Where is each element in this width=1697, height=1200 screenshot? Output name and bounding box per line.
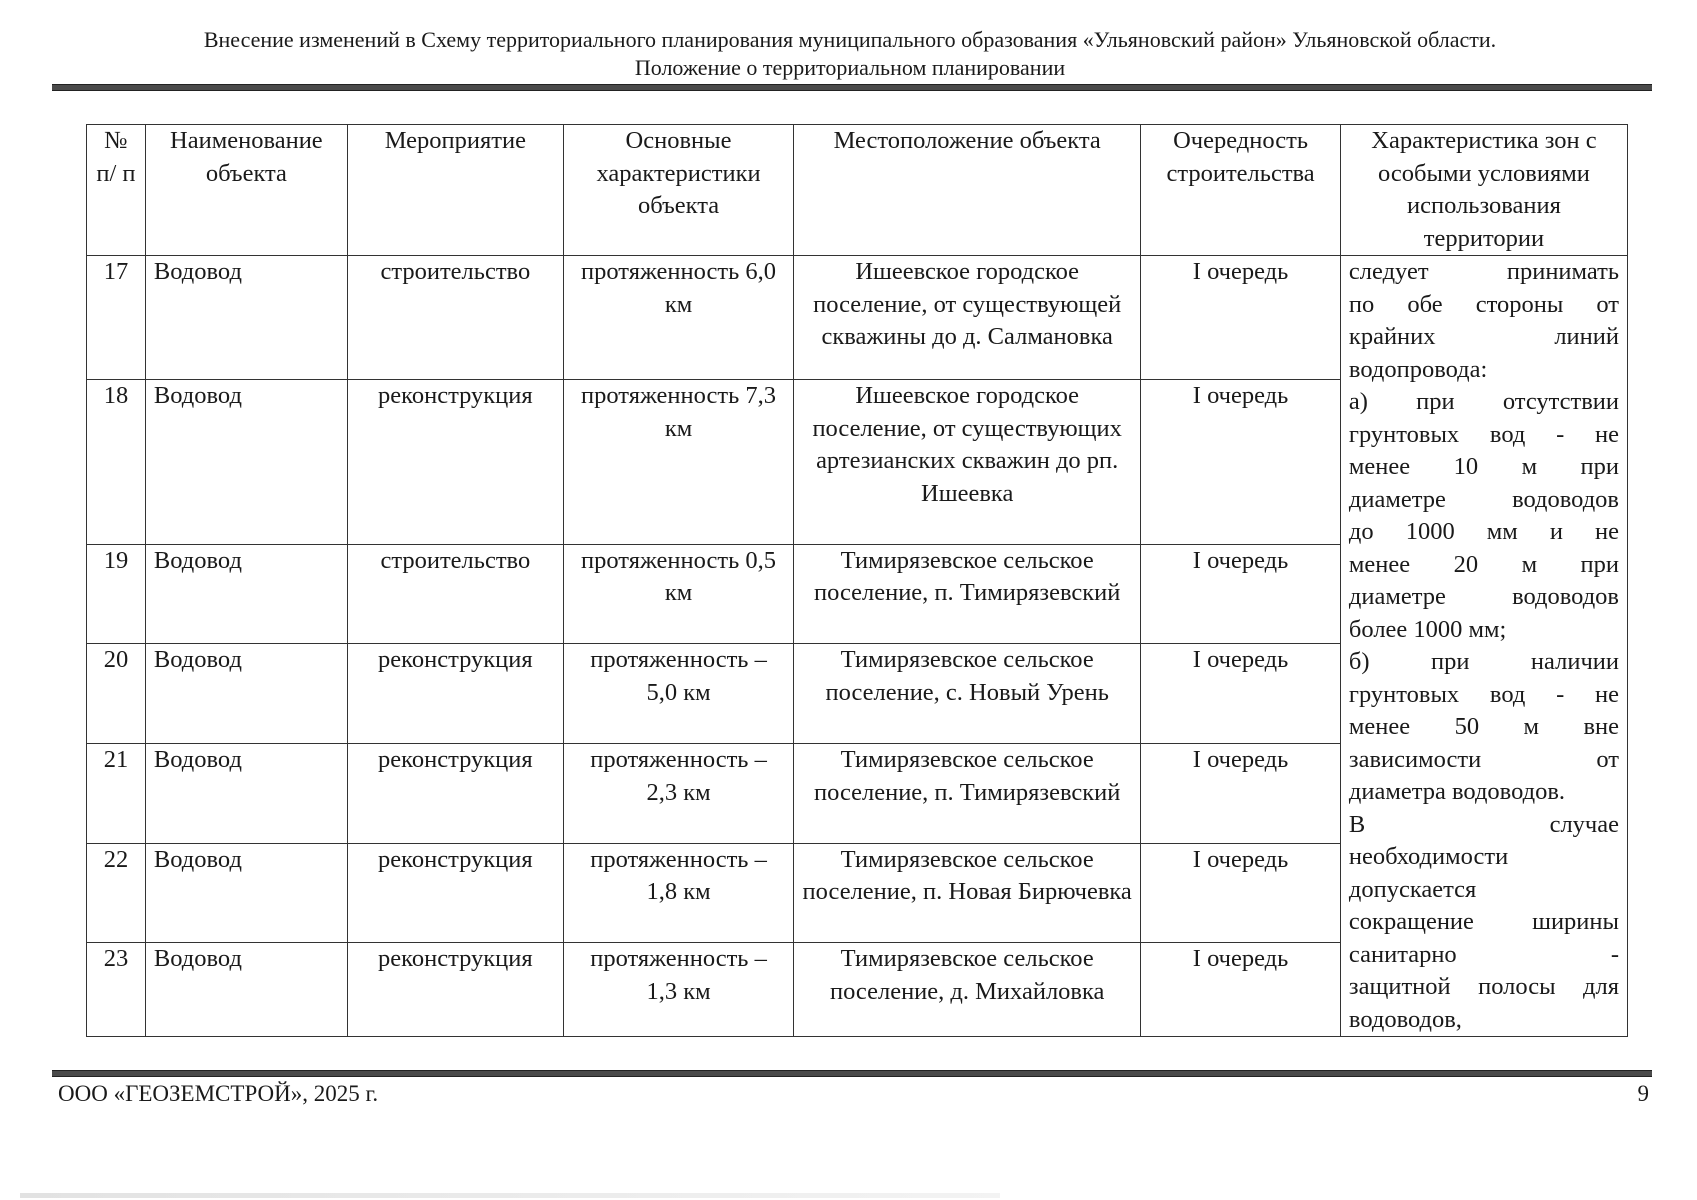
row-number: 23 xyxy=(87,943,146,1037)
zone-text-line: крайних линий xyxy=(1348,323,1619,350)
header-title-line: Внесение изменений в Схему территориального планирования муниципального образования «Ульяновский район» Ульяновской области. xyxy=(203,27,1497,52)
zone-text-line: б) при наличии xyxy=(1348,648,1619,675)
table-header-row xyxy=(87,125,1628,256)
zone-text-line: необходимости xyxy=(1348,843,1509,870)
row-number: 22 xyxy=(87,843,146,943)
scan-edge-shadow xyxy=(20,1193,1000,1198)
object-location: Тимирязевское сельское поселение, п. Тимирязевский xyxy=(794,744,1141,844)
zone-text-line: менее 50 м вне xyxy=(1348,713,1619,740)
column-header-number: № п/ п xyxy=(87,125,146,256)
zone-text-line: санитарно - xyxy=(1348,940,1619,968)
construction-order: I очередь xyxy=(1141,644,1341,744)
zone-text-line: диаметре водоводов xyxy=(1348,485,1619,513)
object-name: Водовод xyxy=(145,744,347,844)
zone-text-line: допускается xyxy=(1348,875,1477,903)
object-action: реконструкция xyxy=(347,380,563,545)
zone-text-line: менее 10 м при xyxy=(1348,453,1619,480)
object-name: Водовод xyxy=(145,843,347,943)
zone-text-line: водопровода: xyxy=(1348,355,1488,383)
header-subtitle-line: Положение о территориальном планировании xyxy=(634,55,1066,80)
zone-text-line: зависимости от xyxy=(1348,745,1619,773)
object-name: Водовод xyxy=(145,544,347,644)
object-location: Тимирязевское сельское поселение, п. Новая Бирючевка xyxy=(794,843,1141,943)
object-location: Тимирязевское сельское поселение, д. Михайловка xyxy=(794,943,1141,1037)
object-location: Тимирязевское сельское поселение, с. Новый Урень xyxy=(794,644,1141,744)
zone-characteristics xyxy=(1340,256,1627,1037)
column-header-zones: Характеристика зон с особыми условиями использования территории xyxy=(1340,125,1627,256)
zone-text-line: грунтовых вод - не xyxy=(1348,420,1619,448)
zone-text-line: следует принимать xyxy=(1348,258,1619,285)
zone-text-line: водоводов, xyxy=(1348,1005,1462,1033)
object-name: Водовод xyxy=(145,644,347,744)
zone-text-line: по обе стороны от xyxy=(1348,290,1619,318)
zone-text-line: сокращение ширины xyxy=(1348,908,1619,935)
object-characteristics: протяженность 6,0 км xyxy=(563,256,793,380)
zone-text-line: а) при отсутствии xyxy=(1348,388,1619,415)
object-location: Ишеевское городское поселение, от существующей скважины до д. Салмановка xyxy=(794,256,1141,380)
column-header-characteristics: Основные характеристики объекта xyxy=(563,125,793,256)
column-header-location: Местоположение объекта xyxy=(794,125,1141,256)
object-name: Водовод xyxy=(145,380,347,545)
zone-text-line: грунтовых вод - не xyxy=(1348,680,1619,708)
construction-order: I очередь xyxy=(1141,943,1341,1037)
object-characteristics: протяженность 7,3 км xyxy=(563,380,793,545)
construction-order: I очередь xyxy=(1141,380,1341,545)
zone-text-line: до 1000 мм и не xyxy=(1348,518,1619,545)
construction-order: I очередь xyxy=(1141,544,1341,644)
table-row xyxy=(87,256,1628,380)
footer-company: ООО «ГЕОЗЕМСТРОЙ», 2025 г. xyxy=(58,1081,379,1106)
row-number: 20 xyxy=(87,644,146,744)
header-rule xyxy=(52,84,1652,91)
footer-rule xyxy=(52,1070,1652,1077)
object-action: строительство xyxy=(347,256,563,380)
object-action: реконструкция xyxy=(347,843,563,943)
zone-text-line: защитной полосы для xyxy=(1348,973,1619,1000)
objects-table xyxy=(86,124,1628,1037)
object-characteristics: протяженность 0,5 км xyxy=(563,544,793,644)
row-number: 17 xyxy=(87,256,146,380)
construction-order: I очередь xyxy=(1141,843,1341,943)
zone-text-line: диаметра водоводов. xyxy=(1348,778,1566,805)
object-action: реконструкция xyxy=(347,644,563,744)
object-characteristics: протяженность – 1,3 км xyxy=(563,943,793,1037)
row-number: 18 xyxy=(87,380,146,545)
zone-text-line: более 1000 мм; xyxy=(1348,615,1507,643)
column-header-action: Мероприятие xyxy=(347,125,563,256)
zone-text-line: В случае xyxy=(1348,810,1619,838)
construction-order: I очередь xyxy=(1141,256,1341,380)
object-action: реконструкция xyxy=(347,744,563,844)
page-number: 9 xyxy=(1637,1081,1649,1106)
row-number: 21 xyxy=(87,744,146,844)
column-header-order: Очередность строительства xyxy=(1141,125,1341,256)
object-action: строительство xyxy=(347,544,563,644)
object-characteristics: протяженность – 2,3 км xyxy=(563,744,793,844)
object-location: Ишеевское городское поселение, от существующих артезианских скважин до рп. Ишеевка xyxy=(794,380,1141,545)
object-characteristics: протяженность – 1,8 км xyxy=(563,843,793,943)
object-name: Водовод xyxy=(145,943,347,1037)
column-header-name: Наименование объекта xyxy=(145,125,347,256)
construction-order: I очередь xyxy=(1141,744,1341,844)
object-name: Водовод xyxy=(145,256,347,380)
row-number: 19 xyxy=(87,544,146,644)
object-location: Тимирязевское сельское поселение, п. Тимирязевский xyxy=(794,544,1141,644)
object-characteristics: протяженность – 5,0 км xyxy=(563,644,793,744)
zone-text-line: диаметре водоводов xyxy=(1348,583,1619,610)
object-action: реконструкция xyxy=(347,943,563,1037)
page-header xyxy=(50,26,1650,82)
zone-text-line: менее 20 м при xyxy=(1348,550,1619,578)
